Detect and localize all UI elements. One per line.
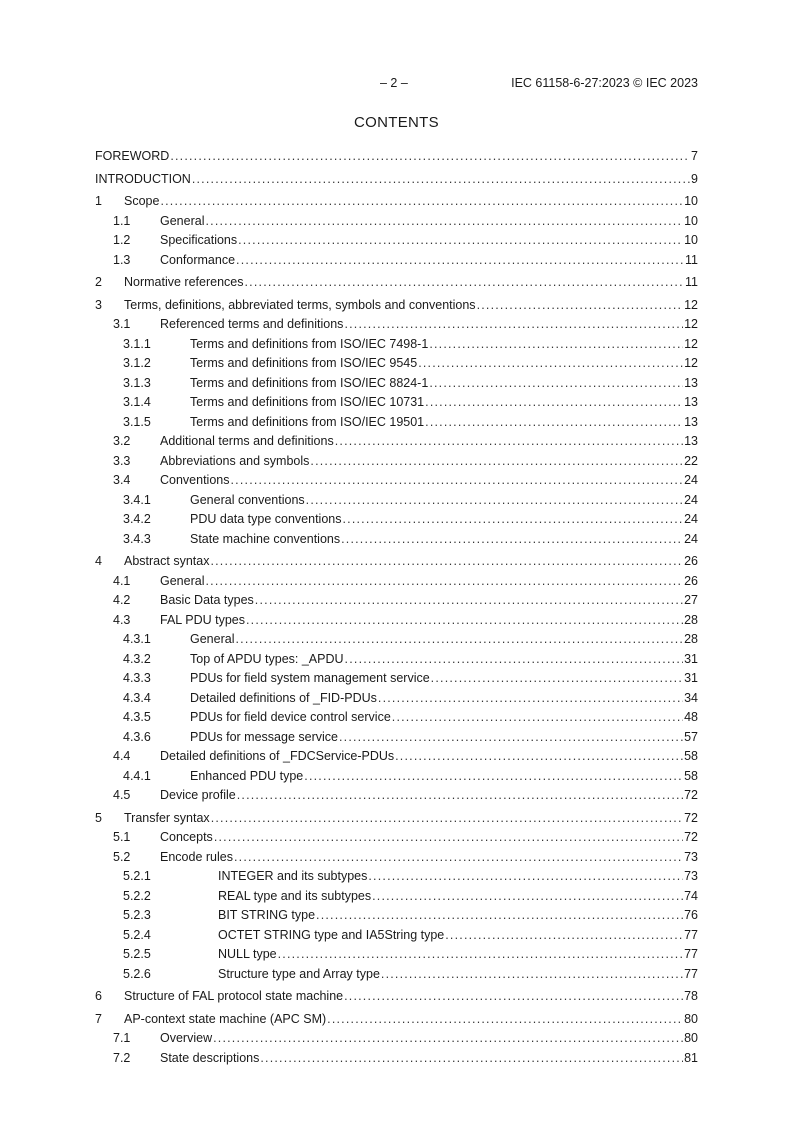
toc-entry[interactable] (95, 552, 698, 572)
dot-leader (236, 251, 684, 271)
toc-entry-title: Terms, definitions, abbreviated terms, symbols and conventions (124, 297, 476, 312)
toc-entry-page: 12 (684, 317, 698, 331)
dot-leader (425, 393, 683, 413)
toc-entry-number: 5.2 (113, 849, 131, 864)
toc-entry-title: Device profile (160, 788, 236, 802)
toc-entry[interactable] (95, 650, 698, 670)
toc-entry[interactable] (95, 809, 698, 829)
toc-entry[interactable] (95, 572, 698, 592)
toc-entry-page: 31 (684, 651, 698, 666)
dot-leader (304, 767, 683, 787)
toc-entry-title: PDUs for field system management service (190, 671, 430, 685)
dot-leader (235, 630, 683, 650)
toc-entry-title: Overview (160, 1031, 213, 1045)
toc-entry-page: 28 (684, 612, 698, 627)
toc-entry[interactable] (95, 231, 698, 251)
toc-entry-number: 5.2.3 (123, 908, 151, 922)
dot-leader (214, 828, 683, 848)
toc-entry-page: 10 (684, 194, 698, 208)
toc-entry-title: AP-context state machine (APC SM) (124, 1011, 327, 1026)
toc-entry-title: Basic Data types (160, 593, 254, 607)
toc-entry-number: 1.1 (113, 213, 131, 228)
toc-entry-title: PDUs for message service (190, 729, 338, 744)
toc-entry-page: 22 (684, 453, 698, 468)
dot-leader (260, 1049, 683, 1069)
toc-entry[interactable] (95, 1029, 698, 1049)
toc-entry-title: Terms and definitions from ISO/IEC 7498-1 (190, 336, 429, 351)
toc-entry[interactable] (95, 315, 698, 335)
toc-entry-number: 7.2 (113, 1050, 131, 1065)
toc-entry-number: 4.4.1 (123, 768, 151, 783)
toc-entry-number: 4.3.1 (123, 632, 151, 646)
toc-entry-page: 73 (684, 849, 698, 864)
toc-entry[interactable] (95, 374, 698, 394)
dot-leader (368, 867, 683, 887)
toc-entry-title: NULL type (218, 947, 277, 961)
dot-leader (431, 669, 683, 689)
dot-leader (255, 591, 683, 611)
toc-entry-title: BIT STRING type (218, 908, 316, 922)
toc-entry[interactable] (95, 296, 698, 316)
document-identifier: IEC 61158-6-27:2023 © IEC 2023 (511, 76, 698, 90)
dot-leader (211, 809, 683, 829)
toc-entry-page: 80 (684, 1031, 698, 1045)
toc-entry[interactable] (95, 1010, 698, 1030)
dot-leader (237, 786, 683, 806)
toc-entry-title: OCTET STRING type and IA5String type (218, 927, 445, 942)
toc-entry-page: 28 (684, 632, 698, 646)
toc-entry-number: 4 (95, 554, 102, 568)
toc-entry[interactable] (95, 212, 698, 232)
toc-entry-title: Detailed definitions of _FDCService-PDUs (160, 749, 395, 763)
toc-entry[interactable] (95, 848, 698, 868)
toc-entry[interactable] (95, 591, 698, 611)
dot-leader (429, 374, 683, 394)
toc-entry-number: 7.1 (113, 1031, 131, 1045)
toc-entry-number: 5.2.4 (123, 927, 151, 942)
toc-entry[interactable] (95, 728, 698, 748)
toc-entry-title: INTRODUCTION (95, 171, 191, 186)
dot-leader (160, 192, 683, 212)
dot-leader (425, 413, 683, 433)
toc-entry-number: 3.1.1 (123, 336, 151, 351)
toc-entry-title: State descriptions (160, 1050, 260, 1065)
toc-entry-page: 24 (684, 512, 698, 526)
toc-entry-page: 13 (684, 395, 698, 409)
toc-entry-page: 10 (684, 233, 698, 247)
toc-entry[interactable] (95, 987, 698, 1007)
toc-entry-title: Structure type and Array type (218, 966, 380, 981)
toc-entry-page: 58 (684, 768, 698, 783)
toc-entry-page: 77 (684, 966, 698, 981)
toc-entry-page: 9 (691, 171, 698, 186)
toc-entry-number: 3.1.5 (123, 414, 151, 429)
toc-entry[interactable] (95, 786, 698, 806)
toc-entry-page: 58 (684, 749, 698, 763)
toc-entry[interactable] (95, 273, 698, 293)
dot-leader (231, 471, 684, 491)
toc-entry-number: 4.4 (113, 749, 131, 763)
dot-leader (445, 926, 683, 946)
toc-entry-title: Abstract syntax (124, 554, 210, 568)
toc-entry-number: 3.4.1 (123, 492, 151, 507)
toc-entry-title: Conformance (160, 252, 236, 267)
page-title: CONTENTS (354, 114, 439, 131)
dot-leader (210, 552, 683, 572)
toc-entry[interactable] (95, 491, 698, 511)
toc-entry-title: Detailed definitions of _FID-PDUs (190, 690, 377, 705)
toc-entry-page: 26 (684, 573, 698, 588)
toc-entry-title: Transfer syntax (124, 810, 210, 825)
toc-entry-page: 80 (684, 1011, 698, 1026)
toc-entry[interactable] (95, 708, 698, 728)
toc-entry-page: 77 (684, 927, 698, 942)
dot-leader (205, 212, 683, 232)
toc-entry-number: 4.3.3 (123, 671, 151, 685)
toc-entry-page: 72 (684, 830, 698, 844)
toc-entry-page: 11 (685, 275, 698, 289)
toc-entry-page: 13 (684, 414, 698, 429)
dot-leader (477, 296, 684, 316)
toc-entry-page: 73 (684, 869, 698, 883)
dot-leader (278, 945, 684, 965)
toc-entry[interactable] (95, 192, 698, 212)
toc-entry-number: 3.4 (113, 473, 131, 487)
toc-entry-title: Conventions (160, 473, 230, 487)
toc-entry[interactable] (95, 828, 698, 848)
dot-leader (395, 747, 683, 767)
toc-entry-number: 4.3 (113, 612, 131, 627)
toc-entry-page: 76 (684, 908, 698, 922)
toc-entry[interactable] (95, 530, 698, 550)
toc-entry-title: Terms and definitions from ISO/IEC 8824-1 (190, 375, 429, 390)
toc-entry-title: Specifications (160, 233, 238, 247)
toc-entry-title: Concepts (160, 830, 213, 844)
toc-entry-page: 72 (684, 810, 698, 825)
dot-leader (213, 1029, 683, 1049)
toc-entry-page: 11 (685, 252, 698, 267)
dot-leader (344, 987, 683, 1007)
toc-entry-page: 13 (684, 375, 698, 390)
dot-leader (245, 273, 685, 293)
toc-entry-number: 4.5 (113, 788, 131, 802)
toc-entry-page: 27 (684, 593, 698, 607)
dot-leader (316, 906, 683, 926)
toc-entry-page: 34 (684, 690, 698, 705)
toc-entry[interactable] (95, 335, 698, 355)
toc-entry-page: 74 (684, 888, 698, 903)
toc-entry[interactable] (95, 510, 698, 530)
toc-entry[interactable] (95, 945, 698, 965)
toc-entry-number: 1.3 (113, 252, 131, 267)
toc-entry-page: 24 (684, 473, 698, 487)
toc-entry[interactable] (95, 170, 698, 190)
toc-entry-number: 3.3 (113, 453, 131, 468)
toc-entry-number: 4.1 (113, 573, 131, 588)
toc-entry-title: FOREWORD (95, 149, 170, 163)
dot-leader (192, 170, 690, 190)
toc-entry-number: 3.2 (113, 434, 131, 448)
toc-entry-number: 6 (95, 989, 102, 1003)
toc-entry-number: 3.1.4 (123, 395, 151, 409)
toc-entry-title: General (190, 632, 235, 646)
toc-entry-title: Enhanced PDU type (190, 768, 304, 783)
toc-entry-title: Abbreviations and symbols (160, 453, 310, 468)
dot-leader (342, 510, 683, 530)
toc-entry-number: 5 (95, 810, 102, 825)
toc-entry-page: 24 (684, 492, 698, 507)
toc-entry[interactable] (95, 611, 698, 631)
toc-entry-page: 78 (684, 989, 698, 1003)
toc-entry-title: General conventions (190, 492, 305, 507)
toc-entry[interactable] (95, 767, 698, 787)
toc-entry[interactable] (95, 1049, 698, 1069)
toc-entry[interactable] (95, 452, 698, 472)
toc-entry-title: General (160, 573, 205, 588)
toc-entry-page: 31 (684, 671, 698, 685)
toc-entry-page: 12 (684, 356, 698, 370)
toc-entry-title: PDU data type conventions (190, 512, 342, 526)
toc-entry-number: 4.3.5 (123, 710, 151, 724)
toc-entry[interactable] (95, 906, 698, 926)
toc-entry-number: 5.2.6 (123, 966, 151, 981)
toc-entry-title: Terms and definitions from ISO/IEC 19501 (190, 414, 425, 429)
dot-leader (238, 231, 683, 251)
dot-leader (246, 611, 683, 631)
toc-entry-number: 3.4.3 (123, 531, 151, 546)
toc-entry-page: 81 (684, 1050, 698, 1065)
toc-entry-title: PDUs for field device control service (190, 710, 391, 724)
toc-entry[interactable] (95, 867, 698, 887)
toc-entry-page: 77 (684, 947, 698, 961)
toc-entry-title: Additional terms and definitions (160, 434, 334, 448)
dot-leader (306, 491, 683, 511)
toc-entry[interactable] (95, 630, 698, 650)
toc-entry[interactable] (95, 689, 698, 709)
toc-entry-number: 3.1.2 (123, 356, 151, 370)
toc-entry-title: REAL type and its subtypes (218, 888, 372, 903)
dot-leader (381, 965, 683, 985)
dot-leader (345, 650, 684, 670)
toc-entry-page: 48 (684, 710, 698, 724)
toc-entry-number: 3.1 (113, 317, 131, 331)
toc-entry[interactable] (95, 471, 698, 491)
toc-entry[interactable] (95, 965, 698, 985)
toc-entry-title: General (160, 213, 205, 228)
toc-entry-number: 5.2.2 (123, 888, 151, 903)
toc-entry-title: Normative references (124, 275, 244, 289)
toc-entry[interactable] (95, 432, 698, 452)
toc-entry-number: 4.3.6 (123, 729, 151, 744)
dot-leader (378, 689, 683, 709)
dot-leader (429, 335, 683, 355)
dot-leader (344, 315, 683, 335)
dot-leader (341, 530, 683, 550)
toc-entry-page: 26 (684, 554, 698, 568)
toc-entry-number: 3.1.3 (123, 375, 151, 390)
toc-entry-number: 3.4.2 (123, 512, 151, 526)
dot-leader (327, 1010, 683, 1030)
toc-entry-title: State machine conventions (190, 531, 341, 546)
toc-entry-page: 72 (684, 788, 698, 802)
toc-entry[interactable] (95, 147, 698, 167)
dot-leader (234, 848, 683, 868)
toc-entry[interactable] (95, 393, 698, 413)
toc-entry[interactable] (95, 926, 698, 946)
toc-entry-title: Referenced terms and definitions (160, 317, 344, 331)
toc-entry-number: 4.3.4 (123, 690, 151, 705)
toc-entry-title: Encode rules (160, 849, 233, 864)
dot-leader (339, 728, 683, 748)
toc-entry-number: 5.2.1 (123, 869, 151, 883)
dot-leader (372, 887, 683, 907)
toc-entry-page: 12 (684, 297, 698, 312)
toc-entry-number: 1 (95, 194, 102, 208)
toc-entry-number: 4.2 (113, 593, 131, 607)
toc-entry-number: 5.1 (113, 830, 131, 844)
toc-entry-number: 4.3.2 (123, 651, 151, 666)
dot-leader (335, 432, 683, 452)
toc-entry-page: 12 (684, 336, 698, 351)
toc-entry-title: Scope (124, 194, 160, 208)
toc-entry-number: 3 (95, 297, 102, 312)
toc-entry[interactable] (95, 251, 698, 271)
page-header (95, 76, 698, 92)
table-of-contents (95, 144, 698, 1068)
toc-entry[interactable] (95, 413, 698, 433)
toc-entry-page: 10 (684, 213, 698, 228)
dot-leader (418, 354, 683, 374)
page-number: – 2 – (380, 76, 408, 90)
toc-entry-title: Top of APDU types: _APDU (190, 651, 344, 666)
toc-entry-number: 1.2 (113, 233, 131, 247)
toc-entry[interactable] (95, 669, 698, 689)
toc-entry-title: Terms and definitions from ISO/IEC 10731 (190, 395, 425, 409)
toc-entry-number: 7 (95, 1011, 102, 1026)
toc-entry-title: FAL PDU types (160, 612, 245, 627)
toc-entry-title: INTEGER and its subtypes (218, 869, 368, 883)
toc-entry-title: Structure of FAL protocol state machine (124, 989, 344, 1003)
toc-entry-title: Terms and definitions from ISO/IEC 9545 (190, 356, 418, 370)
toc-entry-page: 24 (684, 531, 698, 546)
dot-leader (205, 572, 683, 592)
toc-entry-number: 2 (95, 275, 102, 289)
toc-entry[interactable] (95, 354, 698, 374)
toc-entry[interactable] (95, 887, 698, 907)
dot-leader (310, 452, 683, 472)
toc-entry-number: 5.2.5 (123, 947, 151, 961)
toc-entry-page: 13 (684, 434, 698, 448)
toc-entry-page: 57 (684, 729, 698, 744)
toc-entry-page: 7 (691, 149, 698, 163)
dot-leader (170, 147, 690, 167)
toc-entry[interactable] (95, 747, 698, 767)
dot-leader (392, 708, 683, 728)
